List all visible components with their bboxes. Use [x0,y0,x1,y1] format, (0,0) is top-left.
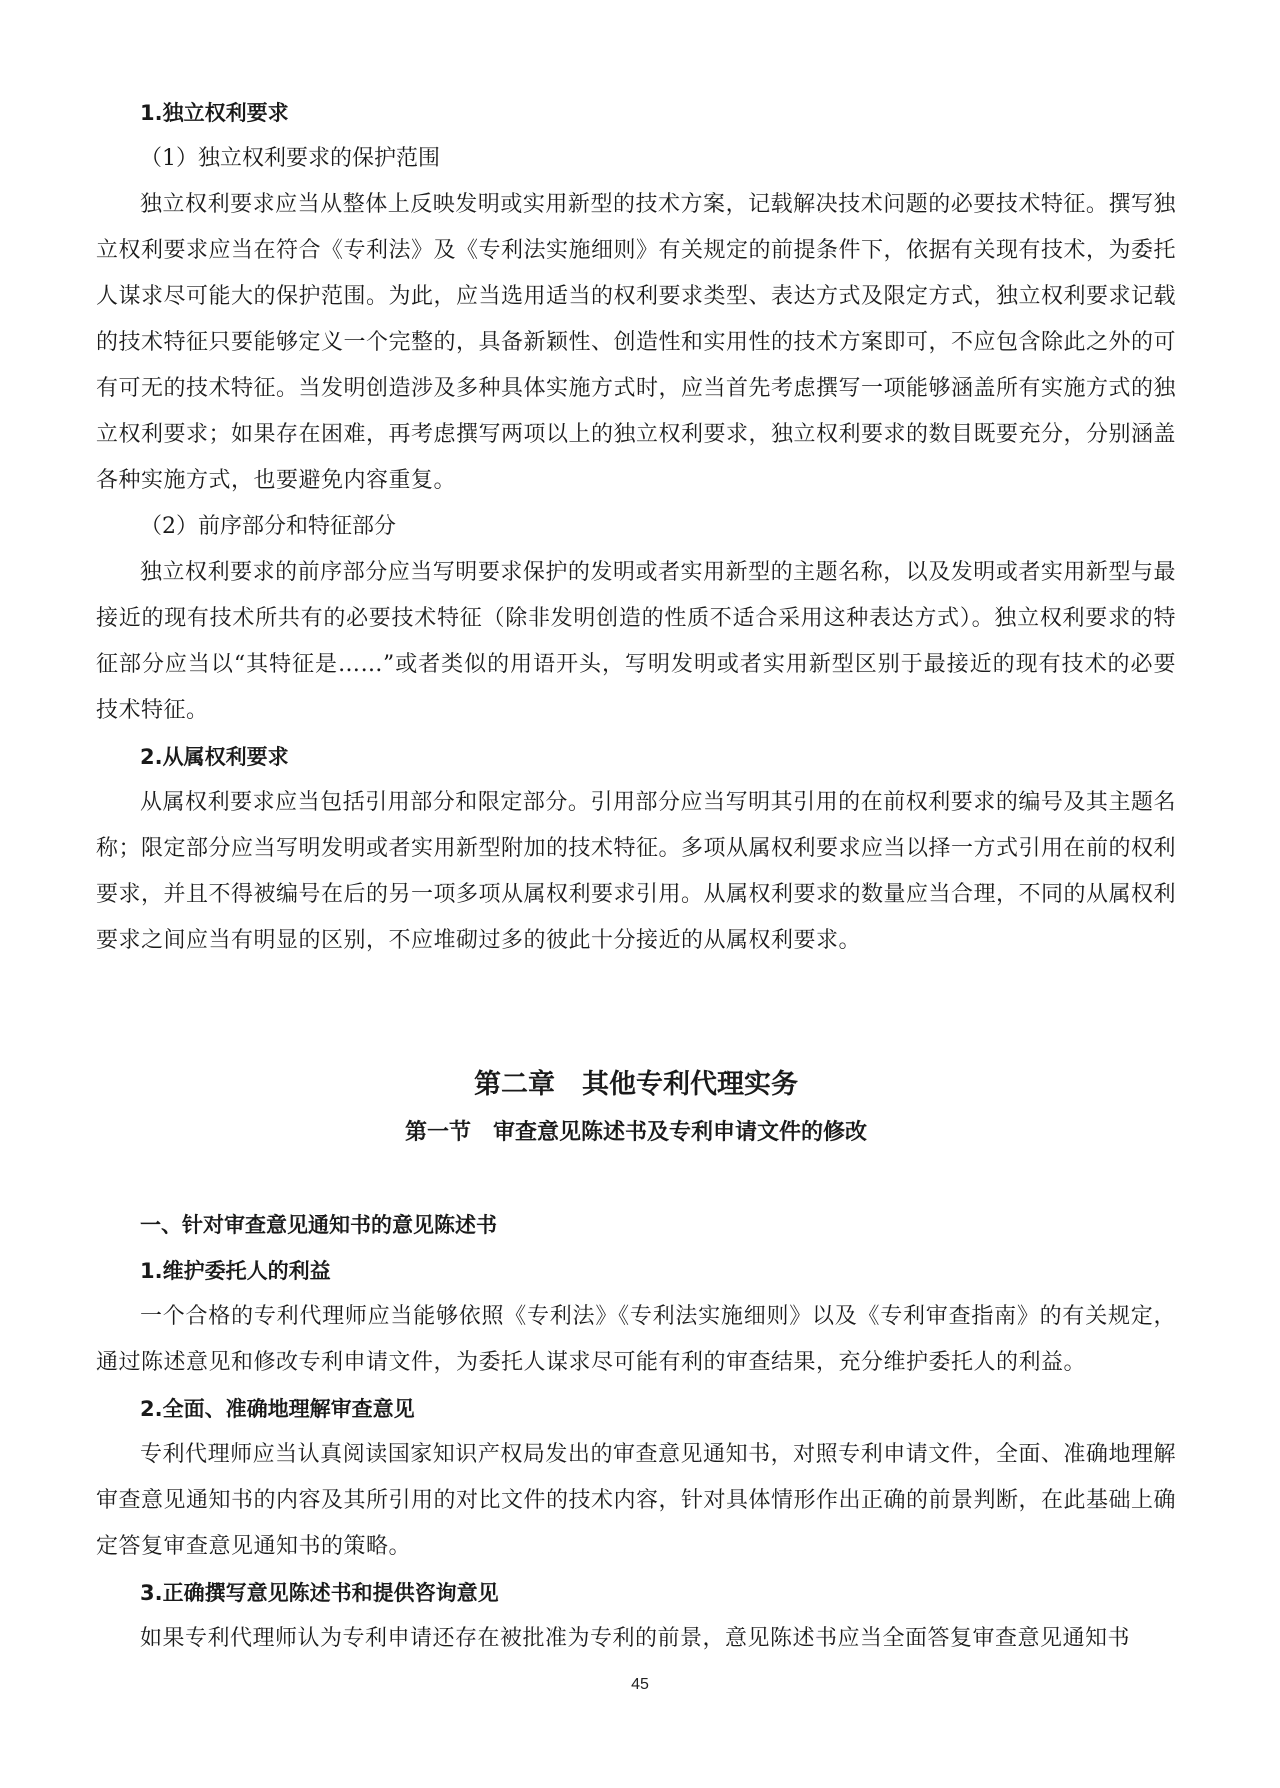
spacer [96,964,1176,1060]
paragraph-protect-client-interest: 一个合格的专利代理师应当能够依照《专利法》《专利法实施细则》以及《专利审查指南》的有关规定，通过陈述意见和修改专利申请文件，为委托人谋求尽可能有利的审查结果，充分维护委托人的利益。 [96,1304,1176,1375]
paragraph-dependent-claims: 从属权利要求应当包括引用部分和限定部分。引用部分应当写明其引用的在前权利要求的编号及其主题名称；限定部分应当写明发明或者实用新型附加的技术特征。多项从属权利要求应当以择一方式引用在前的权利要求，并且不得被编号在后的另一项多项从属权利要求引用。从属权利要求的数量应当合理，不同的从属权利要求之间应当有明显的区别，不应堆砌过多的彼此十分接近的从属权利要求。 [96,790,1177,953]
spacer [96,1156,1176,1202]
paragraph-protection-scope: 独立权利要求应当从整体上反映发明或实用新型的技术方案，记载解决技术问题的必要技术特征。撰写独立权利要求应当在符合《专利法》及《专利法实施细则》有关规定的前提条件下，依据有关现有技术，为委托人谋求尽可能大的保护范围。为此，应当选用适当的权利要求类型、表达方式及限定方式，独立权利要求记载的技术特征只要能够定义一个完整的，具备新颖性、创造性和实用性的技术方案即可，不应包含除此之外的可有可无的技术特征。当发明创造涉及多种具体实施方式时，应当首先考虑撰写一项能够涵盖所有实施方式的独立权利要求；如果存在困难，再考虑撰写两项以上的独立权利要求，独立权利要求的数目既要充分，分别涵盖各种实施方式，也要避免内容重复。 [96,192,1177,493]
chapter-title: 第二章 其他专利代理实务 [474,1069,798,1100]
paragraph-understand-opinion: 专利代理师应当认真阅读国家知识产权局发出的审查意见通知书，对照专利申请文件，全面、准确地理解审查意见通知书的内容及其所引用的对比文件的技术内容，针对具体情形作出正确的前景判断，在此基础上确定答复审查意见通知书的策略。 [96,1442,1177,1559]
paragraph-write-statement: 如果专利代理师认为专利申请还存在被批准为专利的前景，意见陈述书应当全面答复审查意见通知书 [140,1626,1131,1651]
heading-independent-claims: 1.独立权利要求 [140,101,289,125]
subheading-protection-scope: （1）独立权利要求的保护范围 [140,146,440,171]
heading-write-statement: 3.正确撰写意见陈述书和提供咨询意见 [140,1581,499,1605]
heading-understand-opinion: 2.全面、准确地理解审查意见 [140,1397,415,1421]
subheading-preamble-features: （2）前序部分和特征部分 [140,514,396,539]
heading-opinion-statement: 一、针对审查意见通知书的意见陈述书 [140,1213,497,1237]
paragraph-preamble-features: 独立权利要求的前序部分应当写明要求保护的发明或者实用新型的主题名称，以及发明或者实用新型与最接近的现有技术所共有的必要技术特征（除非发明创造的性质不适合采用这种表达方式）。独立权利要求的特征部分应当以“其特征是……”或者类似的用语开头，写明发明或者实用新型区别于最接近的现有技术的必要技术特征。 [96,560,1176,723]
page-number: 45 [631,1676,649,1693]
document-page [96,90,1176,1662]
heading-protect-client-interest: 1.维护委托人的利益 [140,1259,331,1283]
section-title: 第一节 审查意见陈述书及专利申请文件的修改 [404,1120,867,1145]
heading-dependent-claims: 2.从属权利要求 [140,745,289,769]
